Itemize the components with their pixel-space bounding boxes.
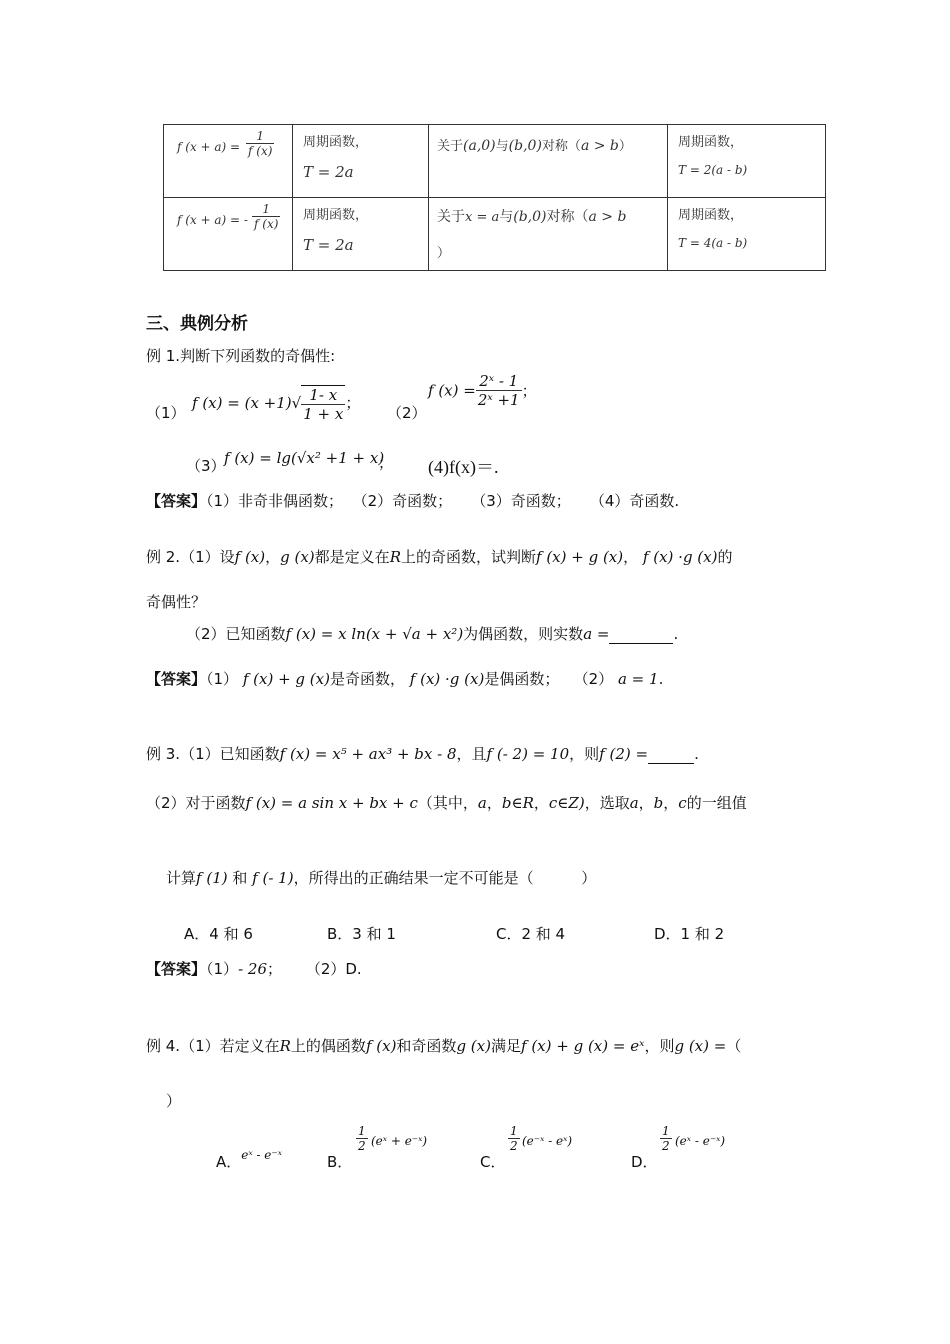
- table-cell: [668, 125, 826, 198]
- table-cell: [293, 198, 429, 271]
- example-3-line-1: 例 3.（1）已知函数f (x) = x⁵ + ax³ + bx - 8，且f (- 2) = 10，则f (2) = .: [146, 745, 699, 763]
- formula-3: f (x) = lg(√x² +1 + x): [224, 449, 385, 467]
- formula-4: (4)f(x)＝.: [428, 457, 499, 477]
- period-label: 周期函数，: [678, 135, 744, 150]
- period-label: 周期函数，: [303, 208, 369, 223]
- example-4-line-2: ）: [166, 1092, 182, 1110]
- cond-fraction: $\frac{1}{f (x)}$: [254, 202, 279, 231]
- formula-2: f (x) = $\frac{\text{2ˣ - 1}}{\text{2ˣ +1}}$ ；: [428, 372, 537, 409]
- example-3-line-3: 计算f (1) 和 f (- 1)，所得出的正确结果一定不可能是（ ）: [166, 869, 597, 887]
- table-cell: [164, 198, 293, 271]
- table-cell: [164, 125, 293, 198]
- table-cell: [293, 125, 429, 198]
- example-2-line-1: 例 2.（1）设f (x)，g (x)都是定义在R上的奇函数，试判断f (x) + g (x)， f (x) ·g (x)的: [146, 548, 733, 566]
- formula-1: f (x) = (x +1)√ $\frac{1- x}{1 + x}$ ；: [192, 386, 361, 423]
- example-1-title: 例 1.判断下列函数的奇偶性:: [146, 347, 336, 365]
- section-title: 三、典例分析: [146, 314, 248, 334]
- table-row: [164, 125, 826, 198]
- item-label: （1）: [146, 404, 186, 422]
- option-c-formula: (e⁻ˣ - eˣ): [522, 1134, 573, 1148]
- cond-prefix: f (x + a) = -: [177, 213, 248, 227]
- option-c-label: C．: [480, 1153, 506, 1171]
- example-2-line-3: （2）已知函数f (x) = x ln(x + √a + x²)为偶函数，则实数a = .: [186, 625, 679, 643]
- cond-prefix: f (x + a) =: [177, 140, 241, 154]
- table-cell: 关于(a,0)与(b,0)对称（a > b）: [429, 125, 668, 198]
- period-formula: T = 4(a - b): [678, 236, 748, 250]
- cond-fraction: $\frac{1}{f (x)}$: [248, 129, 273, 158]
- example-3-line-2: （2）对于函数f (x) = a sin x + bx + c（其中，a，b∈R，c∈Z)，选取a，b，c的一组值: [146, 794, 747, 812]
- half-fraction: $\frac{1}{2}$: [510, 1124, 518, 1153]
- option-d-formula: (eˣ - e⁻ˣ): [675, 1134, 726, 1148]
- sqrt-icon: √: [291, 394, 302, 412]
- answer-blank: [648, 745, 694, 764]
- answer-line: 【答案】（1） f (x) + g (x)是奇函数， f (x) ·g (x)是偶函数； （2） a = 1.: [146, 670, 664, 688]
- table-cell: 关于x = a与(b,0)对称（a > b ）: [429, 198, 668, 271]
- period-label: 周期函数，: [303, 135, 369, 150]
- property-table: [163, 124, 826, 271]
- option-b: B．3 和 1: [327, 925, 396, 943]
- option-d-label: D．: [631, 1153, 658, 1171]
- answer-line: 【答案】（1）- 26； （2）D.: [146, 960, 362, 978]
- table-cell: [668, 198, 826, 271]
- period-formula: T = 2a: [303, 236, 354, 254]
- half-fraction: $\frac{1}{2}$: [662, 1124, 670, 1153]
- answer-blank: [609, 625, 673, 644]
- period-label: 周期函数，: [678, 208, 744, 223]
- example-2-line-2: 奇偶性？: [146, 593, 207, 611]
- answer-line: 【答案】（1）非奇非偶函数； （2）奇函数； （3）奇函数； （4）奇函数.: [146, 492, 680, 510]
- option-b-formula: (eˣ + e⁻ˣ): [371, 1134, 428, 1148]
- option-d: D．1 和 2: [654, 925, 725, 943]
- option-a: A．4 和 6: [184, 925, 253, 943]
- table-row: [164, 198, 826, 271]
- option-b-label: B．: [327, 1153, 353, 1171]
- half-fraction: $\frac{1}{2}$: [358, 1124, 366, 1153]
- period-formula: T = 2a: [303, 163, 354, 181]
- item-label: （3）: [186, 457, 226, 475]
- example-4-line-1: 例 4.（1）若定义在R上的偶函数f (x)和奇函数g (x)满足f (x) + g (x) = eˣ，则g (x) =（: [146, 1037, 742, 1055]
- option-a: A．$^{eˣ - e^-ˣ}$: [216, 1148, 283, 1171]
- item-label: （2）: [387, 404, 427, 422]
- option-c: C．2 和 4: [496, 925, 566, 943]
- period-formula: T = 2(a - b): [678, 163, 748, 177]
